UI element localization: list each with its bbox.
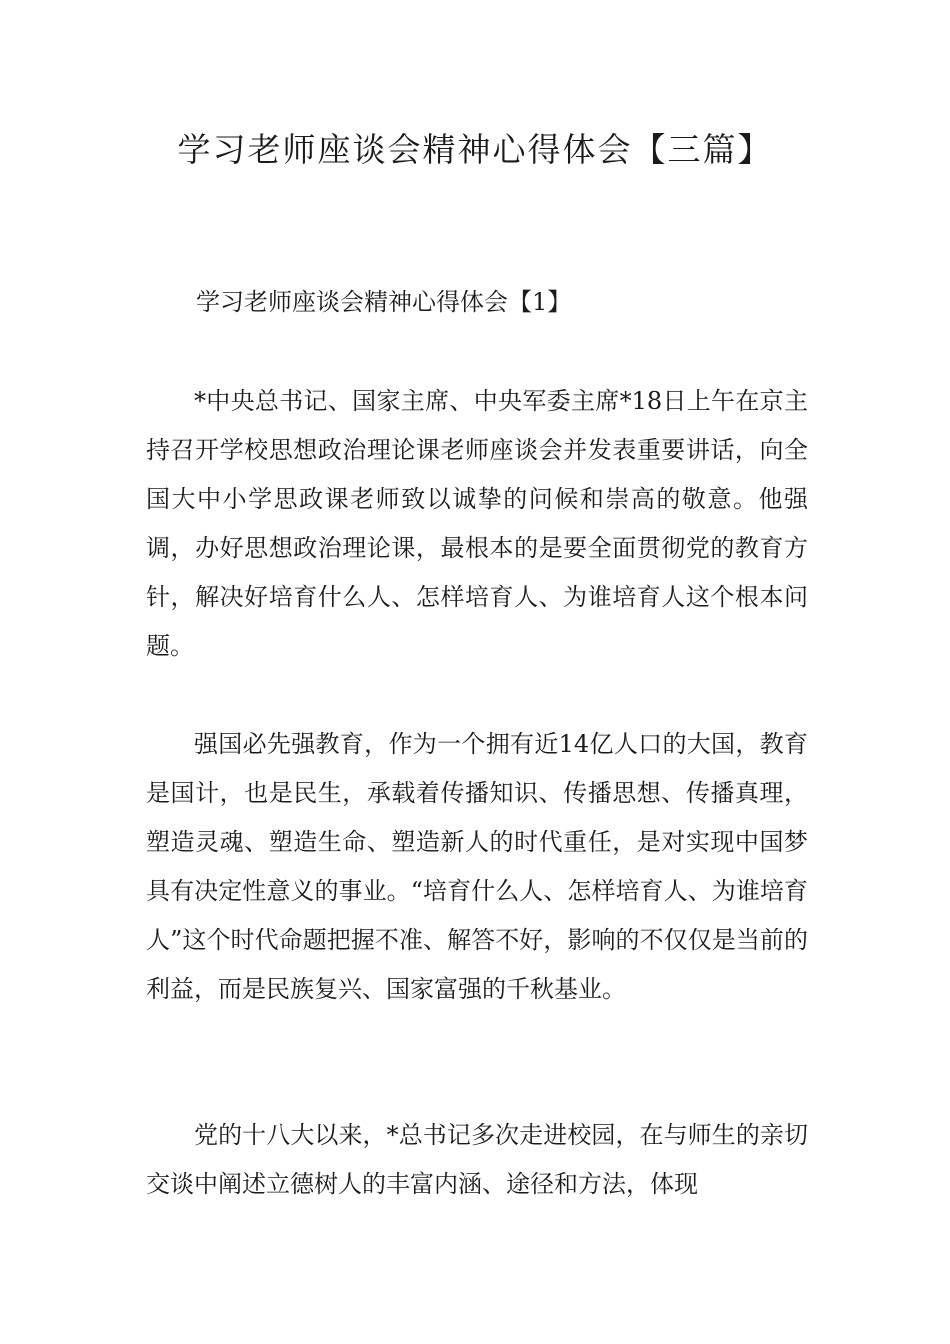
document-title: 学习老师座谈会精神心得体会【三篇】 bbox=[177, 130, 773, 169]
section-heading: 学习老师座谈会精神心得体会【1】 bbox=[196, 288, 572, 316]
paragraph: 强国必先强教育，作为一个拥有近14亿人口的大国，教育是国计，也是民生，承载着传播知识、传播思想、传播真理，塑造灵魂、塑造生命、塑造新人的时代重任，是对实现中国梦具有决定性意义的事业。“培育什么人、怎样培育人、为谁培育人”这个时代命题把握不准、解答不好，影响的不仅仅是当前的利益，而是民族复兴、国家富强的千秋基业。 bbox=[146, 730, 808, 1003]
paragraph: *中央总书记、国家主席、中央军委主席*18日上午在京主持召开学校思想政治理论课老师座谈会并发表重要讲话，向全国大中小学思政课老师致以诚挚的问候和崇高的敬意。他强调，办好思想政治理论课，最根本的是要全面贯彻党的教育方针，解决好培育什么人、怎样培育人、为谁培育人这个根本问题。 bbox=[146, 387, 808, 660]
paragraph: 党的十八大以来，*总书记多次走进校园，在与师生的亲切交谈中阐述立德树人的丰富内涵、途径和方法，体现 bbox=[146, 1121, 808, 1198]
